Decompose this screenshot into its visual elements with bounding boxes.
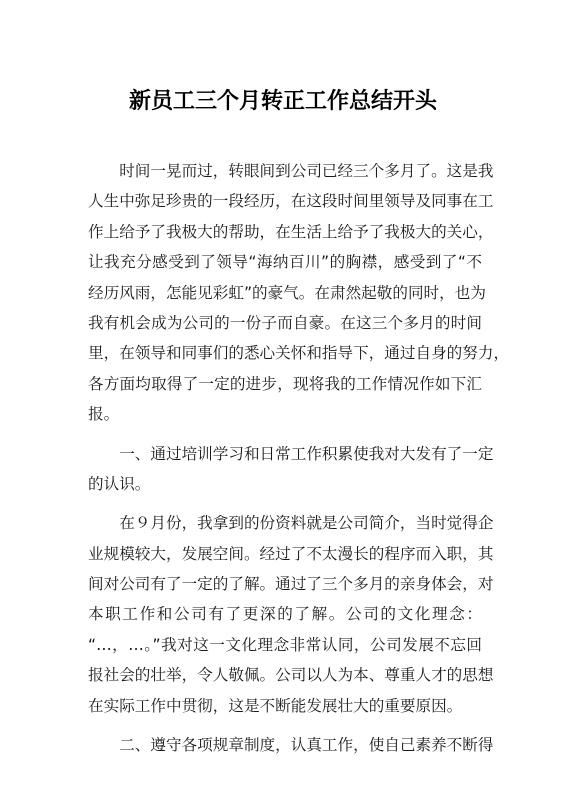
text-line: 在实际工作中贯彻，这是不断能发展壮大的重要原因。 <box>88 696 463 715</box>
text-line: 让我充分感受到了领导“海纳百川”的胸襟，感受到了“不 <box>88 253 482 272</box>
text-line: 业规模较大，发展空间。经过了不太漫长的程序而入职，其 <box>88 544 494 563</box>
paragraph-section-one-body <box>88 508 494 721</box>
text-line: 时间一晃而过，转眼间到公司已经三个多月了。这是我 <box>88 162 494 180</box>
text-line: 经历风雨，怎能见彩虹”的豪气。在肃然起敬的同时，也为 <box>88 283 486 302</box>
paragraph-section-two-heading <box>88 730 494 760</box>
document-body <box>88 156 510 760</box>
text-line: 二、遵守各项规章制度，认真工作，使自己素养不断得 <box>88 736 494 755</box>
text-line: 在９月份，我拿到的份资料就是公司简介，当时觉得企 <box>88 514 494 533</box>
paragraph-gap <box>88 430 482 439</box>
document-title: 新员工三个月转正工作总结开头 <box>128 89 437 114</box>
text-line: 报。 <box>88 405 120 424</box>
text-line: 的认识。 <box>88 474 151 493</box>
text-line: 报社会的壮举，令人敬佩。公司以人为本、尊重人才的思想 <box>88 666 494 685</box>
text-line: 作上给予了我极大的帮助，在生活上给予了我极大的关心， <box>88 222 494 241</box>
text-line: 间对公司有了一定的了解。通过了三个多月的亲身体会，对 <box>88 575 494 594</box>
paragraph-section-one-heading <box>88 439 494 500</box>
text-line: 各方面均取得了一定的进步，现将我的工作情况作如下汇 <box>88 374 482 393</box>
text-line: “…，…。”我对这一文化理念非常认同，公司发展不忘回 <box>88 635 482 654</box>
paragraph-intro <box>88 156 510 430</box>
text-line: 里，在领导和同事们的悉心关怀和指导下，通过自身的努力， <box>88 344 510 363</box>
text-line: 人生中弥足珍贵的一段经历，在这段时间里领导及同事在工 <box>88 192 494 211</box>
paragraph-gap <box>88 499 482 508</box>
text-line: 本职工作和公司有了更深的了解。公司的文化理念： <box>88 605 482 624</box>
text-line: 一、通过培训学习和日常工作积累使我对大发有了一定 <box>88 444 494 463</box>
paragraph-gap <box>88 721 482 730</box>
text-line: 我有机会成为公司的一份子而自豪。在这三个多月的时间 <box>88 313 482 332</box>
